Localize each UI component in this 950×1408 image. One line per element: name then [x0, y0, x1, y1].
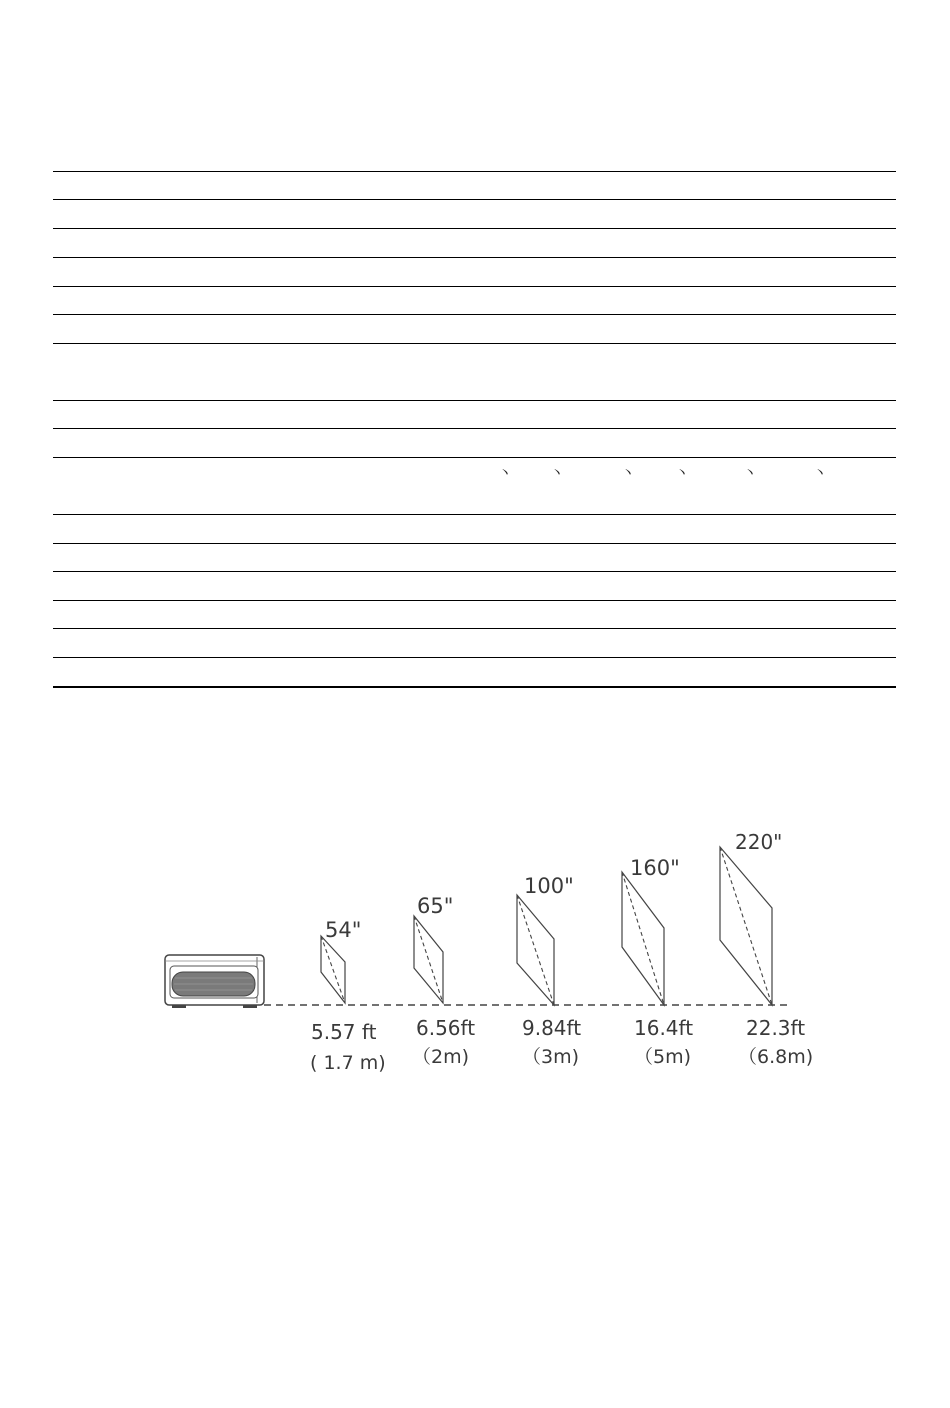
screen-65	[414, 916, 443, 1003]
distance-m-label: （6.8m)	[738, 1046, 814, 1068]
tick-mark: 丶	[498, 466, 512, 482]
screen-size-label: 54"	[325, 918, 362, 942]
screen-100	[517, 895, 554, 1005]
projector-icon	[165, 955, 264, 1008]
tick-mark: 丶	[621, 466, 635, 482]
distance-m-label: （3m)	[522, 1046, 580, 1068]
screen-160	[622, 872, 664, 1005]
tick-mark: 丶	[813, 466, 827, 482]
distance-m-label: （5m)	[634, 1046, 692, 1068]
distance-ft-label: 22.3ft	[746, 1016, 806, 1040]
screen-size-label: 220"	[735, 830, 783, 854]
tick-mark: 丶	[550, 466, 564, 482]
distance-m-label: ( 1.7 m)	[310, 1052, 386, 1074]
tick-mark: 丶	[675, 466, 689, 482]
distance-ft-label: 5.57 ft	[311, 1020, 377, 1044]
distance-ft-label: 16.4ft	[634, 1016, 694, 1040]
screen-size-label: 160"	[630, 856, 680, 880]
distance-m-label: （2m)	[412, 1046, 470, 1068]
distance-ft-label: 9.84ft	[522, 1016, 582, 1040]
distance-ft-label: 6.56ft	[416, 1016, 476, 1040]
screen-220	[720, 847, 772, 1005]
tick-mark: 丶	[743, 466, 757, 482]
screen-size-label: 100"	[524, 874, 574, 898]
screen-54	[321, 936, 345, 1003]
screen-size-label: 65"	[417, 894, 454, 918]
